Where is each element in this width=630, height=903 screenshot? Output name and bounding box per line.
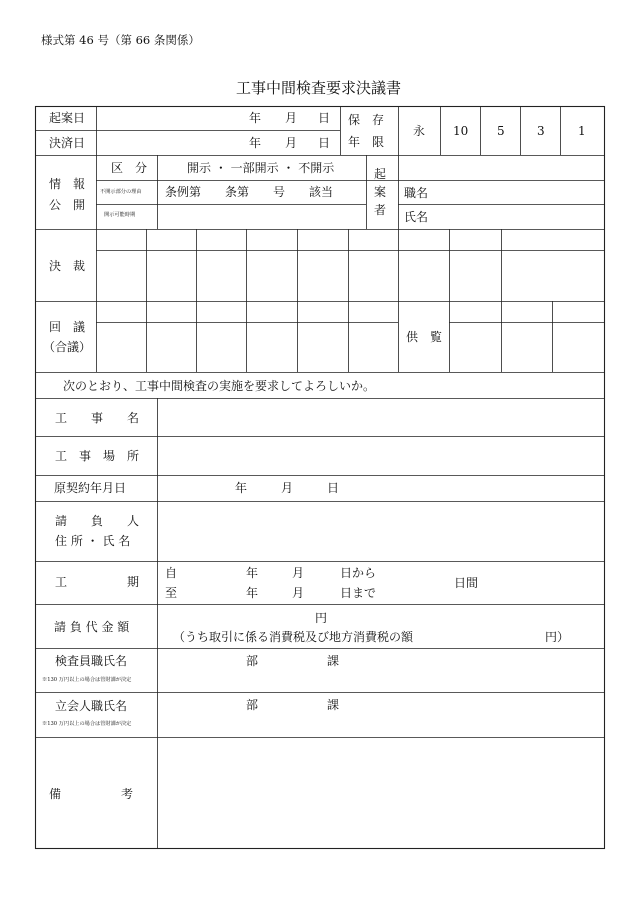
work-name-label: 工 事 名 <box>55 411 140 425</box>
contractor-label-2: 住 所 ・ 氏 名 <box>55 534 131 548</box>
job-title-label: 職名 <box>404 186 429 200</box>
period-to-day: 日まで <box>340 586 377 600</box>
inspector-note: ※130 万円以上の場合は管財課が決定 <box>42 677 132 683</box>
draft-day: 日 <box>318 111 331 125</box>
reason-label: 不開示部分の理由 <box>100 189 142 195</box>
contract-year: 年 <box>235 481 248 495</box>
retention-value: 10 <box>453 124 469 138</box>
inspector-section: 課 <box>327 654 340 668</box>
period-to-year: 年 <box>246 586 259 600</box>
witness-label: 立会人職氏名 <box>55 699 128 713</box>
period-to: 至 <box>165 586 178 600</box>
disclosure-label-2: 公 開 <box>49 198 86 212</box>
disclosure-label-1: 情 報 <box>49 177 86 191</box>
category-options: 開示 ・ 一部開示 ・ 不開示 <box>187 161 335 175</box>
request-sentence: 次のとおり、工事中間検査の実施を要求してよろしいか。 <box>63 379 376 393</box>
decision-year: 年 <box>249 136 262 150</box>
period-days: 日間 <box>454 576 479 590</box>
period-label: 開示可能時期 <box>104 212 136 218</box>
consultation-label-1: 回 議 <box>49 320 86 334</box>
contract-month: 月 <box>281 481 294 495</box>
page-title: 工事中間検査要求決議書 <box>236 79 402 97</box>
period-to-month: 月 <box>292 586 305 600</box>
period-from-year: 年 <box>246 566 259 580</box>
reason-text: 条例第 条第 号 該当 <box>165 185 334 199</box>
amount-tax-yen: 円） <box>545 630 570 644</box>
period-from-day: 日から <box>340 566 377 580</box>
amount-label: 請 負 代 金 額 <box>54 620 130 634</box>
drafter-label: 起 <box>374 167 387 181</box>
witness-section: 課 <box>327 698 340 712</box>
amount-yen: 円 <box>315 611 328 625</box>
draft-year: 年 <box>249 111 262 125</box>
period-from: 自 <box>165 566 178 580</box>
witness-note: ※130 万円以上の場合は管財課が決定 <box>42 721 132 727</box>
consultation-label-2: （合議） <box>43 340 92 354</box>
work-place-label: 工 事 場 所 <box>55 449 140 463</box>
contractor-label-1: 請 負 人 <box>55 514 140 528</box>
retention-label-2: 年 限 <box>348 135 385 149</box>
contract-date-label: 原契約年月日 <box>54 481 127 495</box>
witness-dept: 部 <box>246 698 259 712</box>
inspector-dept: 部 <box>246 654 259 668</box>
period-from-month: 月 <box>292 566 305 580</box>
circulation-label: 供 覧 <box>406 330 443 344</box>
amount-tax-text: （うち取引に係る消費税及び地方消費税の額 <box>173 630 414 644</box>
retention-value: 1 <box>578 124 586 138</box>
remarks-label: 備 考 <box>49 787 134 801</box>
draft-month: 月 <box>285 111 298 125</box>
drafter-label: 者 <box>374 203 387 217</box>
retention-value: 5 <box>497 124 505 138</box>
inspector-label: 検査員職氏名 <box>55 654 128 668</box>
contract-day: 日 <box>327 481 340 495</box>
decision-day: 日 <box>318 136 331 150</box>
category-label: 区 分 <box>111 161 148 175</box>
name-label: 氏名 <box>404 210 429 224</box>
drafter-label: 案 <box>374 185 387 199</box>
decision-month: 月 <box>285 136 298 150</box>
draft-date-label: 起案日 <box>49 111 86 125</box>
period-label: 工 期 <box>55 575 140 589</box>
retention-value: 3 <box>537 124 545 138</box>
decision-date-label: 決済日 <box>49 136 86 150</box>
retention-value: 永 <box>413 124 426 138</box>
form-number: 様式第 46 号（第 66 条関係） <box>41 33 200 47</box>
approval-label: 決 裁 <box>49 259 86 273</box>
retention-label-1: 保 存 <box>348 113 385 127</box>
